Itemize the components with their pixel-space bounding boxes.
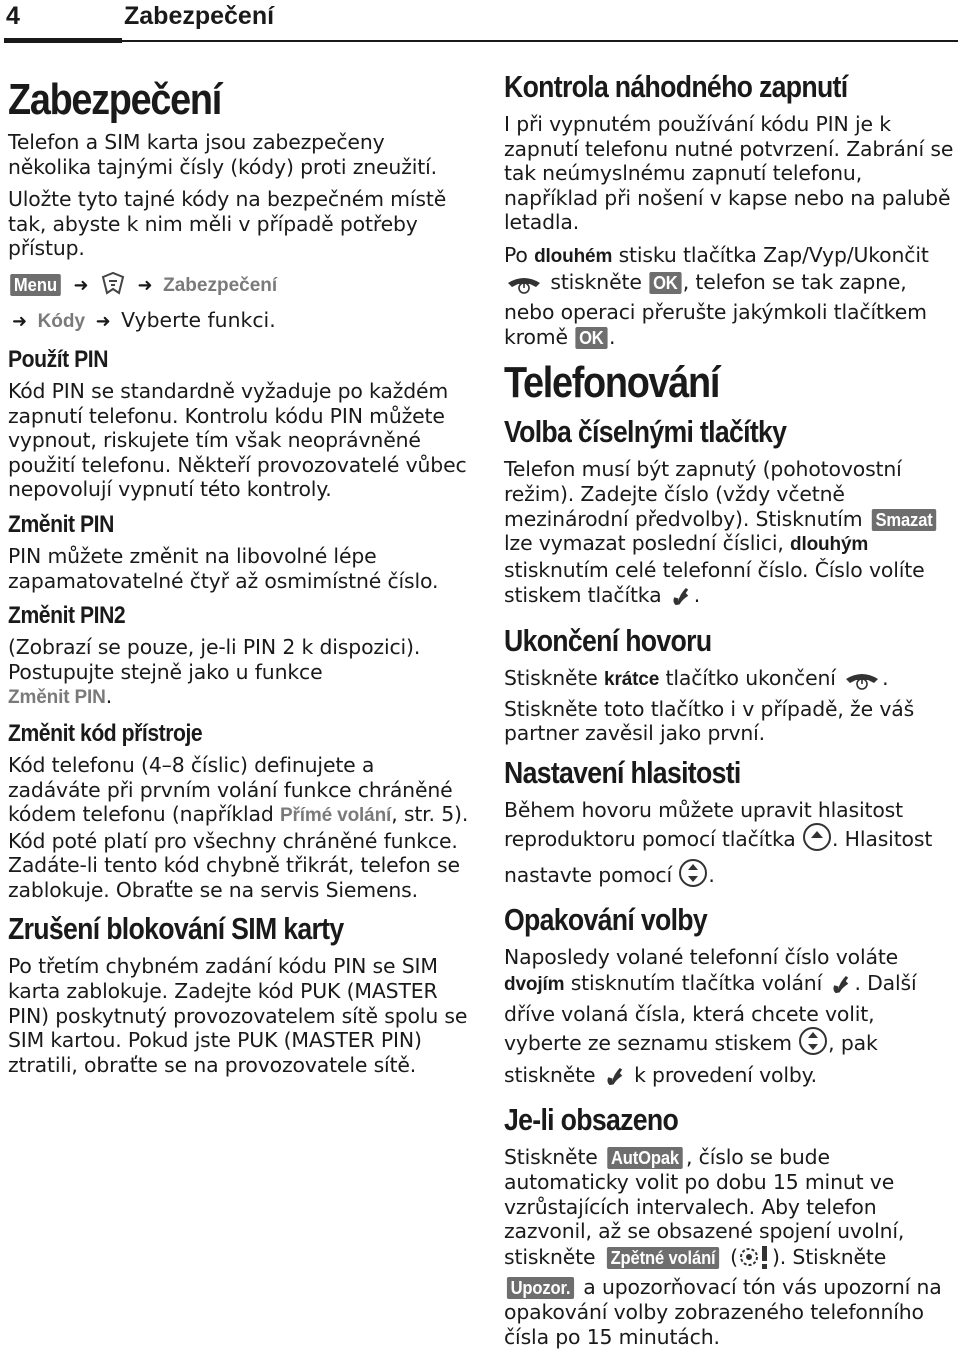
- running-title: Zabezpečení: [124, 2, 275, 30]
- heading-volume: Nastavení hlasitosti: [504, 754, 741, 790]
- menu-item-security: Zabezpečení: [163, 274, 278, 296]
- call-key-icon: [668, 582, 694, 614]
- page-header: [0, 0, 960, 46]
- end-key-icon: [842, 669, 882, 697]
- alarm-icon: [738, 1244, 772, 1276]
- delete-softkey: Smazat: [872, 509, 937, 531]
- text-use-pin: Kód PIN se standardně vyžaduje po každém zapnutí telefonu. Kontrolu kódu PIN můžete vypnout, riskujete tím však neoprávněné použití telefonu. Někteří provozovatelé vůbec nepovolují vypnutí této kontroly.: [8, 378, 467, 502]
- heading-accidental-power-on: Kontrola náhodného zapnutí: [504, 69, 848, 104]
- text-dial-keys: Telefon musí být zapnutý (pohotovostní režim). Zadejte číslo (vždy včetně mezinárodní předvolby). Stisknutím Smazat lze vymazat poslední číslici, dlouhým stisknutím celé telefonní číslo. Číslo volíte stiskem tlačítka .: [504, 457, 956, 614]
- left-column: [8, 60, 470, 1085]
- menu-item-codes: Kódy: [37, 310, 86, 332]
- function-ref-direct-call: Přímé volání: [280, 805, 392, 827]
- text-change-pin2: (Zobrazí se pouze, je-li PIN 2 k dispozici). Postupujte stejně jako u funkce Změnit PIN.: [8, 635, 421, 709]
- heading-busy: Je-li obsazeno: [504, 1102, 679, 1138]
- call-key-icon: [602, 1062, 628, 1094]
- menu-softkey: Menu: [10, 274, 61, 296]
- text-unblock-sim: Po třetím chybném zadání kódu PIN se SIM karta zablokuje. Zadejte kód PUK (MASTER PIN) poskytnutý provozovatelem sítě spolu se SIM kartou. Pokud jste PUK (MASTER PIN) ztratili, obraťte se na provozovatele sítě.: [8, 954, 468, 1077]
- ok-softkey: OK: [649, 272, 681, 294]
- end-key-icon: [504, 273, 544, 301]
- intro-paragraph-2: Uložte tyto tajné kódy na bezpečném místě tak, abyste k nim měli v případě potřeby přístup.: [8, 187, 447, 261]
- page-number: 4: [6, 2, 20, 30]
- nav-updown-icon: [798, 1026, 828, 1062]
- heading-end-call: Ukončení hovoru: [504, 622, 712, 658]
- arrow-icon: ➜: [73, 274, 89, 296]
- heading-change-pin2: Změnit PIN2: [8, 602, 126, 630]
- callback-softkey: Zpětné volání: [607, 1247, 719, 1269]
- heading-unblock-sim: Zrušení blokování SIM karty: [8, 911, 344, 947]
- heading-use-pin: Použít PIN: [8, 345, 109, 373]
- menu-path-tail: Vyberte funkci.: [121, 307, 276, 332]
- text-change-pin: PIN můžete změnit na libovolné lépe zapamatovatelné čtyř až osmimístné číslo.: [8, 543, 439, 593]
- right-column: [504, 64, 956, 1357]
- section-title-security: Zabezpečení: [8, 75, 221, 124]
- heading-change-device-code: Změnit kód přístroje: [8, 719, 203, 747]
- nav-up-icon: [802, 822, 832, 858]
- autoredial-softkey: AutOpak: [607, 1147, 682, 1169]
- text-power-on-steps: Po dlouhém stisku tlačítka Zap/Vyp/Ukončit stiskněte OK , telefon se tak zapne, nebo operaci přerušte jakýmkoli tlačítkem kromě OK .: [504, 242, 929, 349]
- text-accidental-power-on: I při vypnutém používání kódu PIN je k zapnutí telefonu nutné potvrzení. Zabrání se tak neúmyslnému zapnutí telefonu, například při nošení v kapse nebo na palubě letadla.: [504, 112, 954, 235]
- arrow-icon: ➜: [12, 310, 28, 332]
- text-change-device-code: Kód telefonu (4–8 číslic) definujete a zadáváte při prvním volání funkce chráněné kódem telefonu (například Přímé volání, str. 5). Kód poté platí pro všechny chráněné funkce. Zadáte-li tento kód chybně třikrát, telefon se zablokuje. Obraťte se na servis Siemens.: [8, 752, 469, 902]
- header-rule-thick: [4, 38, 122, 43]
- section-title-calling: Telefonování: [504, 358, 720, 408]
- text-busy: Stiskněte AutOpak , číslo se bude automaticky volit po dobu 15 minut ve vzrůstajících intervalech. Aby telefon zazvonil, až se obsazené spojení uvolní, stiskněte Zpětné volání ( ). Stiskněte Upozor. a upozorňovací tón vás upozorní na opakování volby zobrazeného telefonního čísla po 15 minutách.: [504, 1145, 942, 1349]
- heading-change-pin: Změnit PIN: [8, 510, 114, 538]
- arrow-icon: ➜: [137, 274, 153, 296]
- call-key-icon: [828, 970, 854, 1002]
- remind-softkey: Upozor.: [507, 1277, 574, 1299]
- arrow-icon: ➜: [95, 310, 111, 332]
- menu-path: [8, 269, 470, 337]
- heading-dial-keys: Volba číselnými tlačítky: [504, 414, 787, 450]
- ok-softkey: OK: [576, 327, 608, 349]
- menu-icon: [99, 271, 127, 305]
- heading-redial: Opakování volby: [504, 902, 708, 938]
- nav-updown-icon: [678, 858, 708, 894]
- function-ref-change-pin: Změnit PIN: [8, 687, 106, 709]
- text-redial: Naposledy volané telefonní číslo voláte dvojím stisknutím tlačítka volání . Další dříve volaná čísla, která chcete volit, vyberte ze seznamu stiskem , pak stiskněte k provedení volby.: [504, 945, 956, 1093]
- header-rule-thin: [122, 40, 958, 42]
- text-volume: Během hovoru můžete upravit hlasitost reproduktoru pomocí tlačítka . Hlasitost nastavte pomocí .: [504, 798, 956, 894]
- intro-paragraph-1: Telefon a SIM karta jsou zabezpečeny několika tajnými čísly (kódy) proti zneužití.: [8, 130, 437, 179]
- text-end-call: Stiskněte krátce tlačítko ukončení . Stiskněte toto tlačítko i v případě, že váš partner zavěsil jako první.: [504, 665, 915, 746]
